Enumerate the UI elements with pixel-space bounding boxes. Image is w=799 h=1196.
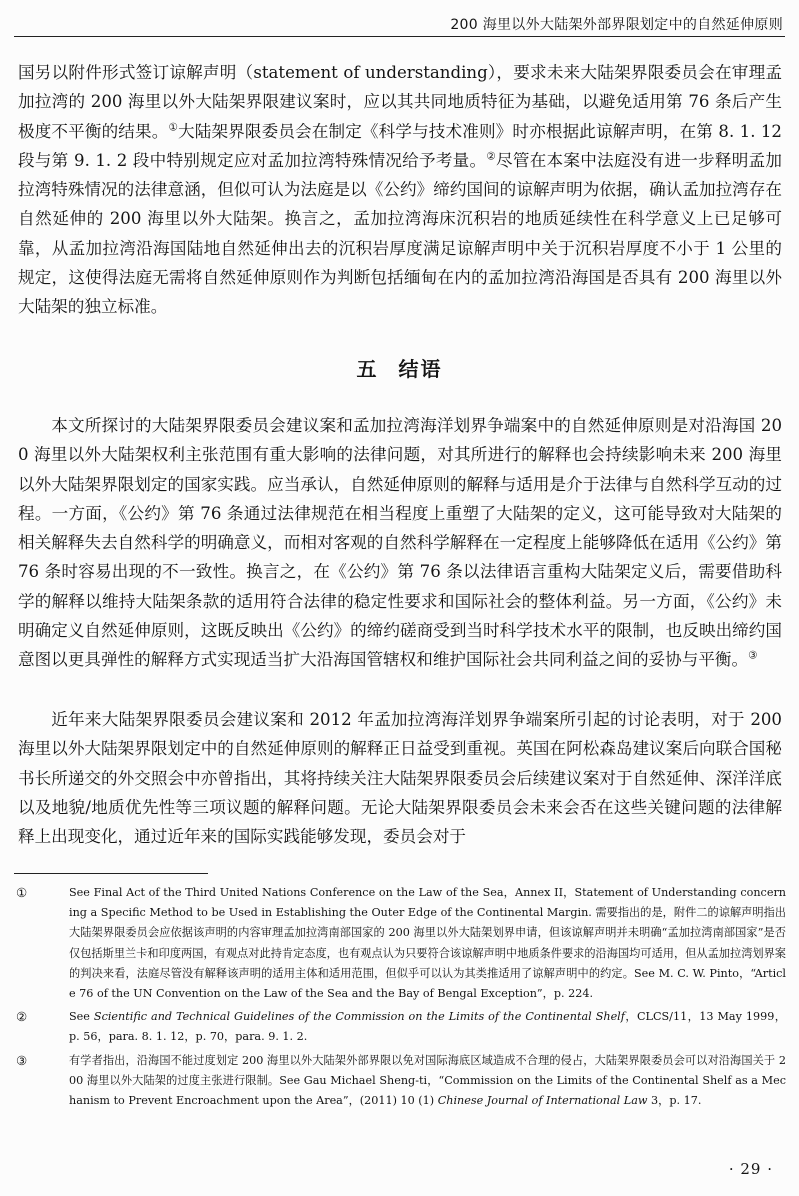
- footnote-ref-1[interactable]: ①: [168, 121, 179, 134]
- footnote-3-text-b: 3，p. 17.: [647, 1094, 702, 1108]
- paragraph-3-text: 近年来大陆架界限委员会建议案和 2012 年孟加拉湾海洋划界争端案所引起的讨论表明，对于 200 海里以外大陆架界限划定中的自然延伸原则的解释正日益受到重视。英国在阿松森岛建议案后向联合国秘书长所递交的外交照会中亦曾指出，其将持续关注大陆架界限委员会后续建议案对于自然延伸、深洋洋底以及地貌/地质优先性等三项议题的解释问题。无论大陆架界限委员会未来会否在这些关键问题的法律解释上出现变化，通过近年来的国际实践能够发现，委员会对于: [18, 710, 782, 847]
- footnote-2-mark: ②: [16, 1009, 28, 1025]
- section-number: 五: [356, 357, 379, 381]
- paragraph-1-text-a: 国另以附件形式签订谅解声明（statement of understanding），要求未来大陆架界限委员会在审理孟加拉湾的 200 海里以外大陆架界限建议案时，应以其共同地质特征为基础，以避免适用第 76 条后产生极度不平衡的结果。: [18, 63, 782, 141]
- body-paragraph-1: [18, 58, 782, 322]
- footnote-2: [14, 1007, 786, 1047]
- footnote-3-journal: Chinese Journal of International Law: [437, 1094, 648, 1108]
- section-heading: [0, 353, 799, 382]
- footnote-ref-3[interactable]: ③: [748, 649, 758, 662]
- footnote-2-title: Scientific and Technical Guidelines of the Commission on the Limits of the Continental Shelf: [93, 1010, 625, 1024]
- footnote-3: [14, 1051, 786, 1112]
- footnote-2-text-b: ，CLCS/11，13 May 1999，p. 56，para. 8. 1. 12，p. 70，para. 9. 1. 2.: [69, 1010, 786, 1044]
- page-number: · 29 ·: [728, 1160, 773, 1178]
- footnote-2-text-a: See: [69, 1010, 94, 1024]
- running-header: [14, 8, 785, 37]
- body-paragraph-2: [18, 411, 782, 675]
- footnote-ref-2[interactable]: ②: [486, 150, 497, 163]
- footnote-3-text-a: 有学者指出，沿海国不能过度划定 200 海里以外大陆架外部界限以免对国际海底区域造成不合理的侵占，大陆架界限委员会可以对沿海国关于 200 海里以外大陆架的过度主张进行限制。See Gau Michael Sheng-ti，“Commission on the Limits of the Continental Shelf as a Mechanism to Prevent Encroachment upon the Area”，(2011) 10 (1): [69, 1053, 786, 1108]
- paragraph-2-text: 本文所探讨的大陆架界限委员会建议案和孟加拉湾海洋划界争端案中的自然延伸原则是对沿海国 200 海里以外大陆架权利主张范围有重大影响的法律问题，对其所进行的解释也会持续影响未来 200 海里以外大陆架界限划定的国家实践。应当承认，自然延伸原则的解释与适用是介于法律与自然科学互动的过程。一方面，《公约》第 76 条通过法律规范在相当程度上重塑了大陆架的定义，这可能导致对大陆架的相关解释失去自然科学的明确意义，而相对客观的自然科学解释在一定程度上能够降低在适用《公约》第 76 条时容易出现的不一致性。换言之，在《公约》第 76 条以法律语言重构大陆架定义后，需要借助科学的解释以维持大陆架条款的适用符合法律的稳定性要求和国际社会的整体利益。另一方面，《公约》未明确定义自然延伸原则，这既反映出《公约》的缔约磋商受到当时科学技术水平的限制，也反映出缔约国意图以更具弹性的解释方式实现适当扩大沿海国管辖权和维护国际社会共同利益之间的妥协与平衡。: [18, 416, 782, 670]
- footnote-1-text: See Final Act of the Third United Nations Conference on the Law of the Sea，Annex II，Statement of Understanding concerning a Specific Method to be Used in Establishing the Outer Edge of the Continental Margin. 需要指出的是，附件二的谅解声明指出大陆架界限委员会应依据该声明的内容审理孟加拉湾南部国家的 200 海里以外大陆架划界申请，但该谅解声明并未明确“孟加拉湾南部国家”是否仅包括斯里兰卡和印度两国，有观点对此持肯定态度，也有观点认为只要符合该谅解声明中地质条件要求的沿海国均可适用，但从孟加拉湾划界案的判决来看，法庭尽管没有解释该声明的适用主体和适用范围，但似乎可以认为其类推适用了谅解声明中的约定。See M. C. W. Pinto，“Article 76 of the UN Convention on the Law of the Sea and the Bay of Bengal Exception”，p. 224.: [69, 886, 786, 1001]
- body-paragraph-3: [18, 705, 782, 851]
- paragraph-1-text-c: 尽管在本案中法庭没有进一步释明孟加拉湾特殊情况的法律意涵，但似可认为法庭是以《公约》缔约国间的谅解声明为依据，确认孟加拉湾存在自然延伸的 200 海里以外大陆架。换言之，孟加拉湾海床沉积岩的地质延续性在科学意义上已足够可靠，从孟加拉湾沿海国陆地自然延伸出去的沉积岩厚度满足谅解声明中关于沉积岩厚度不小于 1 公里的规定，这使得法庭无需将自然延伸原则作为判断包括缅甸在内的孟加拉湾沿海国是否具有 200 海里以外大陆架的独立标准。: [18, 150, 782, 317]
- footnote-1-mark: ①: [16, 885, 28, 900]
- paragraph-1-text-b: 大陆架界限委员会在制定《科学与技术准则》时亦根据此谅解声明，在第 8. 1. 12 段与第 9. 1. 2 段中特别规定应对孟加拉湾特殊情况给予考量。: [18, 121, 782, 170]
- section-title: 结语: [398, 357, 443, 381]
- footnote-3-mark: ③: [16, 1052, 28, 1068]
- footnotes: [14, 883, 786, 1114]
- footnote-1: [14, 883, 786, 1004]
- running-head-title: 200 海里以外大陆架外部界限划定中的自然延伸原则: [450, 17, 783, 33]
- footnote-separator: [14, 873, 208, 874]
